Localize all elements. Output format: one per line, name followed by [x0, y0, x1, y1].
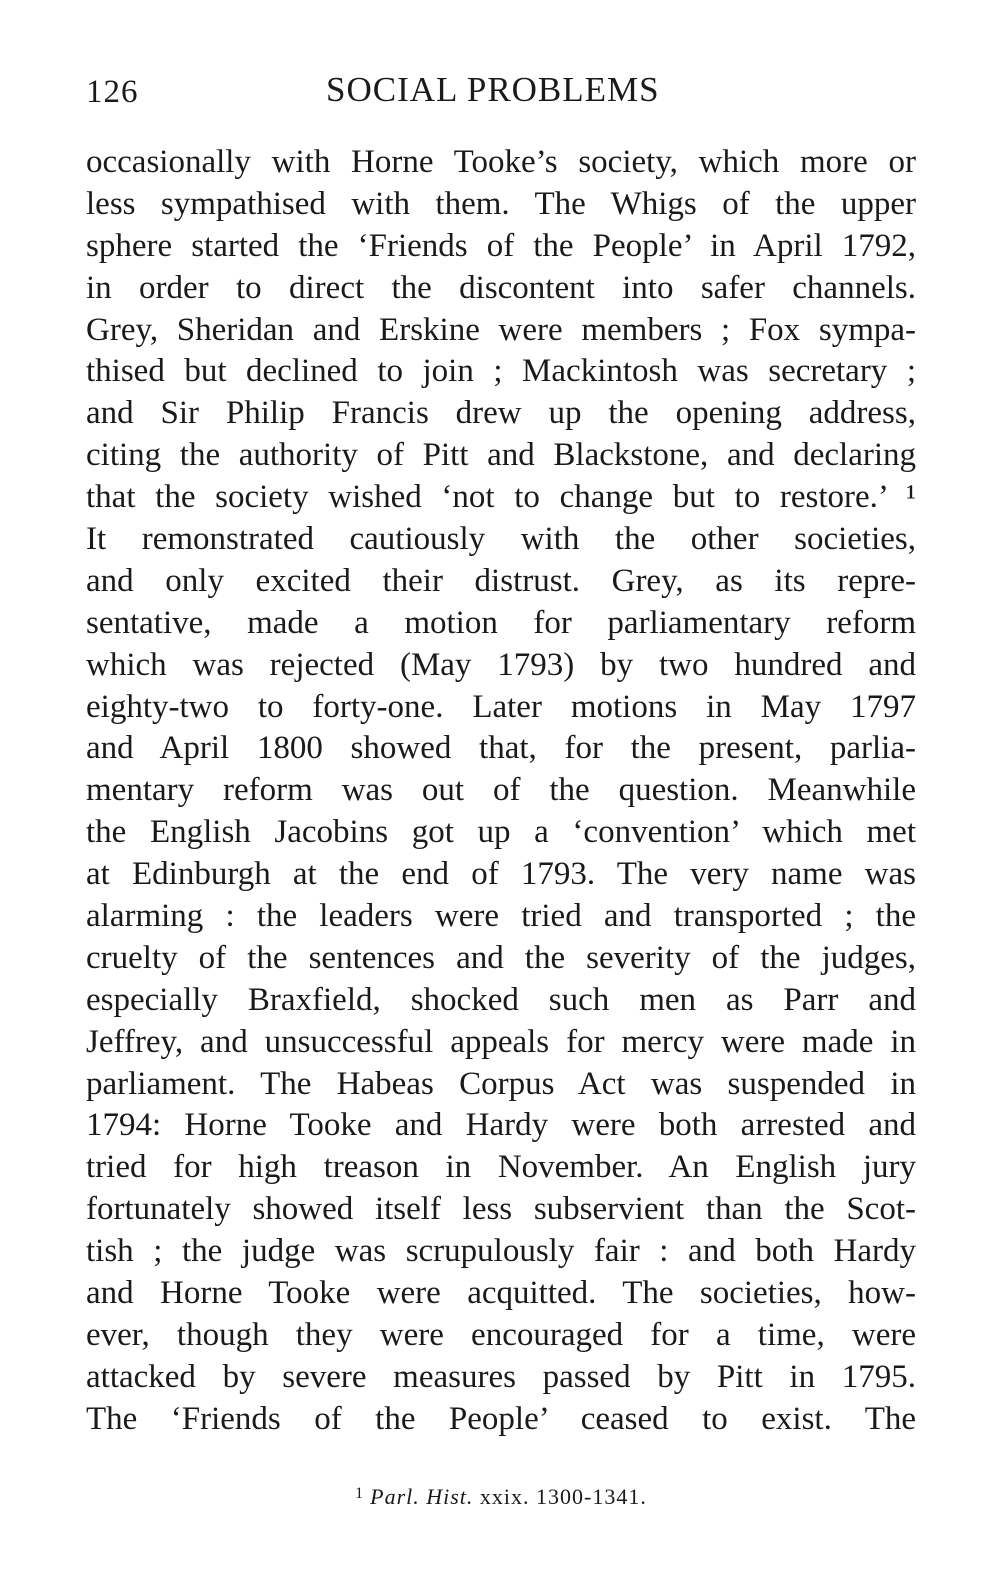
footnote-marker: 1	[355, 1485, 365, 1502]
text-line: attacked by severe measures passed by Pitt in 1795.	[86, 1358, 916, 1395]
text-line: sphere started the ‘Friends of the People’ in April 1792,	[86, 227, 916, 264]
text-line: especially Braxfield, shocked such men as Parr and	[86, 981, 916, 1018]
text-line: ever, though they were encouraged for a time, were	[86, 1316, 916, 1353]
text-line: Jeffrey, and unsuccessful appeals for mercy were made in	[86, 1023, 916, 1060]
footnote	[86, 1484, 916, 1510]
text-line: citing the authority of Pitt and Blackstone, and declaring	[86, 437, 916, 474]
text-line: the English Jacobins got up a ‘convention’ which met	[86, 814, 916, 851]
footnote-source: Parl. Hist.	[370, 1484, 474, 1509]
text-line: 1794: Horne Tooke and Hardy were both arrested and	[86, 1107, 916, 1144]
text-line: at Edinburgh at the end of 1793. The very name was	[86, 856, 916, 893]
text-line: It remonstrated cautiously with the other societies,	[86, 521, 916, 558]
text-line: which was rejected (May 1793) by two hundred and	[86, 646, 916, 683]
text-line: alarming : the leaders were tried and transported ; the	[86, 898, 916, 935]
footnote-reference: xxix. 1300-1341.	[479, 1484, 647, 1509]
text-line: less sympathised with them. The Whigs of the upper	[86, 185, 916, 222]
text-line: occasionally with Horne Tooke’s society, which more or	[86, 144, 916, 180]
text-line: The ‘Friends of the People’ ceased to exist. The	[86, 1400, 916, 1437]
page-header	[86, 64, 916, 124]
text-line: Grey, Sheridan and Erskine were members ; Fox sympa-	[86, 311, 916, 348]
body-text	[86, 142, 916, 1441]
text-line: and April 1800 showed that, for the present, parlia-	[86, 730, 916, 767]
text-line: in order to direct the discontent into safer channels.	[86, 269, 916, 306]
text-line: eighty-two to forty-one. Later motions in May 1797	[86, 688, 916, 725]
text-line: parliament. The Habeas Corpus Act was suspended in	[86, 1065, 916, 1102]
page-number: 126	[86, 74, 139, 110]
text-line: and Horne Tooke were acquitted. The societies, how-	[86, 1275, 916, 1312]
text-line: tish ; the judge was scrupulously fair : and both Hardy	[86, 1233, 916, 1270]
text-line: that the society wished ‘not to change but to restore.’ ¹	[86, 479, 916, 516]
text-line: mentary reform was out of the question. Meanwhile	[86, 772, 916, 809]
text-line: fortunately showed itself less subservient than the Scot-	[86, 1191, 916, 1228]
running-title: SOCIAL PROBLEMS	[326, 70, 660, 109]
text-line: thised but declined to join ; Mackintosh was secretary ;	[86, 353, 916, 390]
text-line: and only excited their distrust. Grey, as its repre-	[86, 562, 916, 599]
text-line: sentative, made a motion for parliamentary reform	[86, 604, 916, 641]
text-line: cruelty of the sentences and the severity of the judges,	[86, 939, 916, 976]
text-line: and Sir Philip Francis drew up the opening address,	[86, 395, 916, 432]
text-line: tried for high treason in November. An English jury	[86, 1149, 916, 1186]
